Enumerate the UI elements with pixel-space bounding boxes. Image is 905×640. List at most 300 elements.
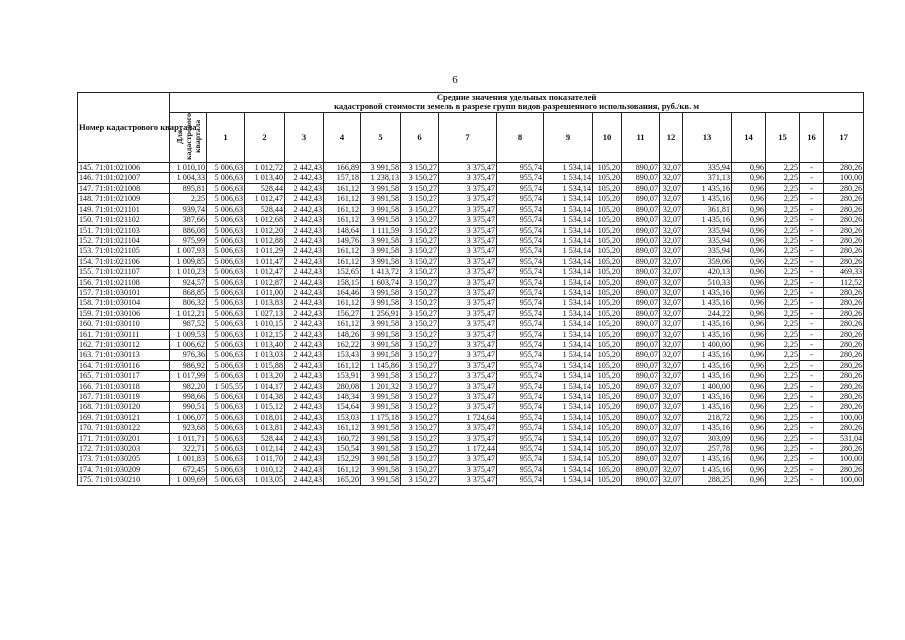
value-cell: 280,26 bbox=[824, 308, 864, 318]
value-cell: 2 442,43 bbox=[285, 381, 324, 391]
table-row bbox=[78, 235, 864, 245]
value-cell: 0,96 bbox=[732, 277, 766, 287]
value-cell: 0,96 bbox=[732, 464, 766, 474]
value-cell: 3 150,27 bbox=[401, 360, 439, 370]
cadastral-number-cell: 169. 71:01:030121 bbox=[78, 412, 170, 422]
value-cell: 2,25 bbox=[766, 204, 800, 214]
value-cell: 1 013,03 bbox=[245, 350, 285, 360]
value-cell: 3 991,58 bbox=[361, 183, 401, 193]
value-cell: 5 006,63 bbox=[207, 173, 245, 183]
value-cell: 280,26 bbox=[824, 298, 864, 308]
value-cell: 280,26 bbox=[824, 235, 864, 245]
value-cell: 975,99 bbox=[170, 235, 207, 245]
value-cell: 153,43 bbox=[324, 350, 361, 360]
table-row bbox=[78, 246, 864, 256]
cadastral-number-cell: 157. 71:01:030101 bbox=[78, 287, 170, 297]
value-cell: 105,20 bbox=[593, 339, 622, 349]
value-cell: 1 435,16 bbox=[683, 215, 732, 225]
value-cell: 1 012,47 bbox=[245, 267, 285, 277]
table-row bbox=[78, 173, 864, 183]
value-cell: 105,20 bbox=[593, 173, 622, 183]
table-row bbox=[78, 381, 864, 391]
value-cell: 528,44 bbox=[245, 433, 285, 443]
value-cell: 3 150,27 bbox=[401, 433, 439, 443]
value-cell: 5 006,63 bbox=[207, 277, 245, 287]
value-cell: 2,25 bbox=[766, 329, 800, 339]
value-cell: 32,07 bbox=[660, 423, 683, 433]
column-header-12: 12 bbox=[660, 112, 683, 162]
value-cell: 5 006,63 bbox=[207, 444, 245, 454]
value-cell: 890,07 bbox=[622, 381, 660, 391]
value-cell: 3 150,27 bbox=[401, 173, 439, 183]
value-cell: 1 435,16 bbox=[683, 287, 732, 297]
value-cell: 2 442,43 bbox=[285, 464, 324, 474]
value-cell: 32,07 bbox=[660, 287, 683, 297]
value-cell: 1 534,14 bbox=[544, 183, 593, 193]
value-cell: 0,96 bbox=[732, 163, 766, 173]
value-cell: 2,25 bbox=[766, 298, 800, 308]
value-cell: 5 006,63 bbox=[207, 267, 245, 277]
value-cell: 3 375,47 bbox=[439, 277, 497, 287]
column-header-8: 8 bbox=[497, 112, 544, 162]
value-cell: 3 150,27 bbox=[401, 163, 439, 173]
value-cell: - bbox=[800, 298, 824, 308]
value-cell: 890,07 bbox=[622, 235, 660, 245]
value-cell: 161,12 bbox=[324, 194, 361, 204]
value-cell: 3 375,47 bbox=[439, 267, 497, 277]
value-cell: 3 150,27 bbox=[401, 350, 439, 360]
value-cell: 1 011,70 bbox=[245, 454, 285, 464]
value-cell: 868,85 bbox=[170, 287, 207, 297]
value-cell: 1 015,12 bbox=[245, 402, 285, 412]
table-row bbox=[78, 163, 864, 173]
cadastral-number-cell: 171. 71:01:030201 bbox=[78, 433, 170, 443]
value-cell: 890,07 bbox=[622, 454, 660, 464]
value-cell: 2 442,43 bbox=[285, 319, 324, 329]
value-cell: 2 442,43 bbox=[285, 412, 324, 422]
value-cell: 2,25 bbox=[766, 475, 800, 485]
value-cell: 1 012,47 bbox=[245, 194, 285, 204]
cadastral-number-cell: 146. 71:01:021007 bbox=[78, 173, 170, 183]
value-cell: 955,74 bbox=[497, 475, 544, 485]
cadastral-number-cell: 155. 71:01:021107 bbox=[78, 267, 170, 277]
value-cell: - bbox=[800, 402, 824, 412]
value-cell: 280,26 bbox=[824, 350, 864, 360]
value-cell: - bbox=[800, 454, 824, 464]
value-cell: 2,25 bbox=[766, 235, 800, 245]
value-cell: 3 991,58 bbox=[361, 215, 401, 225]
value-cell: 335,94 bbox=[683, 246, 732, 256]
value-cell: 3 375,47 bbox=[439, 350, 497, 360]
value-cell: 2,25 bbox=[766, 412, 800, 422]
value-cell: 890,07 bbox=[622, 246, 660, 256]
value-cell: - bbox=[800, 246, 824, 256]
value-cell: 890,07 bbox=[622, 423, 660, 433]
table-row bbox=[78, 319, 864, 329]
value-cell: - bbox=[800, 392, 824, 402]
value-cell: - bbox=[800, 444, 824, 454]
value-cell: 5 006,63 bbox=[207, 246, 245, 256]
value-cell: 2 442,43 bbox=[285, 194, 324, 204]
value-cell: 32,07 bbox=[660, 381, 683, 391]
value-cell: 1 534,14 bbox=[544, 381, 593, 391]
value-cell: 890,07 bbox=[622, 464, 660, 474]
value-cell: 1 435,16 bbox=[683, 298, 732, 308]
value-cell: 361,81 bbox=[683, 204, 732, 214]
value-cell: 2 442,43 bbox=[285, 256, 324, 266]
cadastral-number-cell: 150. 71:01:021102 bbox=[78, 215, 170, 225]
value-cell: 280,26 bbox=[824, 183, 864, 193]
value-cell: 2 442,43 bbox=[285, 225, 324, 235]
value-cell: 32,07 bbox=[660, 454, 683, 464]
value-cell: 1 534,14 bbox=[544, 319, 593, 329]
value-cell: 3 150,27 bbox=[401, 298, 439, 308]
value-cell: 32,07 bbox=[660, 329, 683, 339]
value-cell: 1 012,88 bbox=[245, 235, 285, 245]
value-cell: 2,25 bbox=[766, 267, 800, 277]
value-cell: 2 442,43 bbox=[285, 267, 324, 277]
value-cell: 2 442,43 bbox=[285, 402, 324, 412]
column-header-14: 14 bbox=[732, 112, 766, 162]
value-cell: 3 150,27 bbox=[401, 194, 439, 204]
value-cell: 1 435,16 bbox=[683, 194, 732, 204]
value-cell: 1 011,71 bbox=[170, 433, 207, 443]
column-header-row bbox=[78, 112, 864, 162]
value-cell: 1 724,64 bbox=[439, 412, 497, 422]
value-cell: 5 006,63 bbox=[207, 464, 245, 474]
table-row bbox=[78, 464, 864, 474]
value-cell: 1 435,16 bbox=[683, 371, 732, 381]
value-cell: 890,07 bbox=[622, 329, 660, 339]
table-body bbox=[78, 163, 864, 486]
value-cell: 153,91 bbox=[324, 371, 361, 381]
value-cell: 2 442,43 bbox=[285, 339, 324, 349]
value-cell: 2,25 bbox=[766, 371, 800, 381]
cadastral-number-cell: 162. 71:01:030112 bbox=[78, 339, 170, 349]
value-cell: 161,12 bbox=[324, 215, 361, 225]
group-title-line1: Средние значения удельных показателей bbox=[436, 92, 597, 102]
value-cell: - bbox=[800, 277, 824, 287]
value-cell: 32,07 bbox=[660, 298, 683, 308]
value-cell: 0,96 bbox=[732, 319, 766, 329]
value-cell: 1 534,14 bbox=[544, 350, 593, 360]
value-cell: 165,20 bbox=[324, 475, 361, 485]
value-cell: 3 375,47 bbox=[439, 381, 497, 391]
value-cell: 955,74 bbox=[497, 225, 544, 235]
value-cell: 166,89 bbox=[324, 163, 361, 173]
value-cell: 2 442,43 bbox=[285, 277, 324, 287]
table-row bbox=[78, 360, 864, 370]
value-cell: 890,07 bbox=[622, 475, 660, 485]
value-cell: 1 012,87 bbox=[245, 277, 285, 287]
table-row bbox=[78, 371, 864, 381]
value-cell: - bbox=[800, 287, 824, 297]
value-cell: 1 534,14 bbox=[544, 204, 593, 214]
value-cell: 280,26 bbox=[824, 329, 864, 339]
value-cell: 1 172,44 bbox=[439, 444, 497, 454]
value-cell: 105,20 bbox=[593, 298, 622, 308]
value-cell: - bbox=[800, 371, 824, 381]
value-cell: 3 150,27 bbox=[401, 412, 439, 422]
value-cell: 955,74 bbox=[497, 381, 544, 391]
value-cell: 955,74 bbox=[497, 194, 544, 204]
value-cell: 3 150,27 bbox=[401, 287, 439, 297]
value-cell: 2 442,43 bbox=[285, 183, 324, 193]
table-row bbox=[78, 287, 864, 297]
value-cell: 890,07 bbox=[622, 194, 660, 204]
value-cell: 1 006,62 bbox=[170, 339, 207, 349]
value-cell: 32,07 bbox=[660, 350, 683, 360]
value-cell: 1 010,23 bbox=[170, 267, 207, 277]
value-cell: 890,07 bbox=[622, 256, 660, 266]
value-cell: 1 012,68 bbox=[245, 215, 285, 225]
value-cell: 955,74 bbox=[497, 464, 544, 474]
value-cell: 890,07 bbox=[622, 298, 660, 308]
value-cell: 335,94 bbox=[683, 235, 732, 245]
value-cell: 32,07 bbox=[660, 194, 683, 204]
value-cell: 672,45 bbox=[170, 464, 207, 474]
value-cell: 32,07 bbox=[660, 235, 683, 245]
page-number: 6 bbox=[452, 74, 458, 86]
value-cell: 510,33 bbox=[683, 277, 732, 287]
value-cell: 280,26 bbox=[824, 402, 864, 412]
value-cell: 890,07 bbox=[622, 287, 660, 297]
value-cell: 1 013,81 bbox=[245, 423, 285, 433]
value-cell: 939,74 bbox=[170, 204, 207, 214]
value-cell: 3 375,47 bbox=[439, 392, 497, 402]
value-cell: 164,46 bbox=[324, 287, 361, 297]
value-cell: 955,74 bbox=[497, 215, 544, 225]
value-cell: 3 375,47 bbox=[439, 308, 497, 318]
value-cell: 32,07 bbox=[660, 475, 683, 485]
value-cell: 2,25 bbox=[766, 194, 800, 204]
value-cell: 1 027,13 bbox=[245, 308, 285, 318]
value-cell: - bbox=[800, 339, 824, 349]
value-cell: 955,74 bbox=[497, 298, 544, 308]
value-cell: 890,07 bbox=[622, 267, 660, 277]
value-cell: 105,20 bbox=[593, 371, 622, 381]
value-cell: 3 150,27 bbox=[401, 381, 439, 391]
table-row bbox=[78, 433, 864, 443]
value-cell: 161,12 bbox=[324, 423, 361, 433]
value-cell: 280,26 bbox=[824, 204, 864, 214]
value-cell: 280,26 bbox=[824, 464, 864, 474]
value-cell: 955,74 bbox=[497, 267, 544, 277]
value-cell: 153,03 bbox=[324, 412, 361, 422]
value-cell: 528,44 bbox=[245, 183, 285, 193]
value-cell: 2 442,43 bbox=[285, 298, 324, 308]
value-cell: 0,96 bbox=[732, 433, 766, 443]
value-cell: 3 991,58 bbox=[361, 194, 401, 204]
value-cell: 2 442,43 bbox=[285, 215, 324, 225]
value-cell: 280,26 bbox=[824, 392, 864, 402]
value-cell: 280,26 bbox=[824, 444, 864, 454]
value-cell: 890,07 bbox=[622, 444, 660, 454]
value-cell: 890,07 bbox=[622, 277, 660, 287]
value-cell: 1 534,14 bbox=[544, 298, 593, 308]
value-cell: 2 442,43 bbox=[285, 444, 324, 454]
value-cell: 1 001,83 bbox=[170, 454, 207, 464]
value-cell: 158,15 bbox=[324, 277, 361, 287]
value-cell: 2,25 bbox=[766, 256, 800, 266]
value-cell: 531,04 bbox=[824, 433, 864, 443]
value-cell: 32,07 bbox=[660, 173, 683, 183]
column-header-1: 1 bbox=[207, 112, 245, 162]
value-cell: 1 010,12 bbox=[245, 464, 285, 474]
column-header-4: 4 bbox=[324, 112, 361, 162]
cadastral-number-cell: 175. 71:01:030210 bbox=[78, 475, 170, 485]
value-cell: 976,36 bbox=[170, 350, 207, 360]
value-cell: 3 375,47 bbox=[439, 183, 497, 193]
value-cell: 1 534,14 bbox=[544, 173, 593, 183]
value-cell: 105,20 bbox=[593, 402, 622, 412]
value-cell: 3 150,27 bbox=[401, 392, 439, 402]
value-cell: 955,74 bbox=[497, 360, 544, 370]
value-cell: 0,96 bbox=[732, 204, 766, 214]
value-cell: 1 534,14 bbox=[544, 308, 593, 318]
value-cell: 3 150,27 bbox=[401, 371, 439, 381]
cadastral-number-cell: 152. 71:01:021104 bbox=[78, 235, 170, 245]
value-cell: 105,20 bbox=[593, 454, 622, 464]
value-cell: 105,20 bbox=[593, 204, 622, 214]
table-row bbox=[78, 308, 864, 318]
value-cell: 1 534,14 bbox=[544, 464, 593, 474]
value-cell: 152,65 bbox=[324, 267, 361, 277]
value-cell: 32,07 bbox=[660, 225, 683, 235]
value-cell: 244,22 bbox=[683, 308, 732, 318]
value-cell: 890,07 bbox=[622, 173, 660, 183]
value-cell: 1 435,16 bbox=[683, 392, 732, 402]
column-header-11: 11 bbox=[622, 112, 660, 162]
value-cell: 1 534,14 bbox=[544, 475, 593, 485]
value-cell: 1 011,47 bbox=[245, 256, 285, 266]
value-cell: 955,74 bbox=[497, 392, 544, 402]
value-cell: 280,26 bbox=[824, 163, 864, 173]
table-row bbox=[78, 277, 864, 287]
value-cell: 3 375,47 bbox=[439, 163, 497, 173]
value-cell: - bbox=[800, 319, 824, 329]
value-cell: 5 006,63 bbox=[207, 163, 245, 173]
cadastral-number-cell: 163. 71:01:030113 bbox=[78, 350, 170, 360]
value-cell: 5 006,63 bbox=[207, 225, 245, 235]
value-cell: 161,12 bbox=[324, 256, 361, 266]
value-cell: 1 013,40 bbox=[245, 173, 285, 183]
value-cell: 0,96 bbox=[732, 444, 766, 454]
value-cell: 890,07 bbox=[622, 350, 660, 360]
value-cell: 2,25 bbox=[766, 287, 800, 297]
value-cell: 1 435,16 bbox=[683, 329, 732, 339]
value-cell: 2 442,43 bbox=[285, 329, 324, 339]
value-cell: 280,26 bbox=[824, 256, 864, 266]
value-cell: 3 150,27 bbox=[401, 475, 439, 485]
value-cell: 3 991,58 bbox=[361, 402, 401, 412]
value-cell: 890,07 bbox=[622, 183, 660, 193]
value-cell: 32,07 bbox=[660, 246, 683, 256]
value-cell: 3 991,58 bbox=[361, 423, 401, 433]
value-cell: 5 006,63 bbox=[207, 194, 245, 204]
value-cell: 335,94 bbox=[683, 225, 732, 235]
value-cell: 280,26 bbox=[824, 339, 864, 349]
value-cell: 955,74 bbox=[497, 454, 544, 464]
value-cell: 2,25 bbox=[766, 319, 800, 329]
value-cell: 2 442,43 bbox=[285, 204, 324, 214]
value-cell: 280,26 bbox=[824, 381, 864, 391]
value-cell: 3 375,47 bbox=[439, 402, 497, 412]
value-cell: 0,96 bbox=[732, 360, 766, 370]
value-cell: 32,07 bbox=[660, 464, 683, 474]
value-cell: 3 375,47 bbox=[439, 464, 497, 474]
value-cell: 0,96 bbox=[732, 412, 766, 422]
value-cell: 5 006,63 bbox=[207, 433, 245, 443]
value-cell: 890,07 bbox=[622, 392, 660, 402]
value-cell: 3 150,27 bbox=[401, 256, 439, 266]
value-cell: 303,09 bbox=[683, 433, 732, 443]
value-cell: 3 150,27 bbox=[401, 277, 439, 287]
value-cell: 387,66 bbox=[170, 215, 207, 225]
value-cell: 105,20 bbox=[593, 287, 622, 297]
value-cell: 0,96 bbox=[732, 235, 766, 245]
cadastral-value-table bbox=[77, 92, 864, 486]
value-cell: 1 534,14 bbox=[544, 246, 593, 256]
value-cell: 1 534,14 bbox=[544, 267, 593, 277]
value-cell: 0,96 bbox=[732, 215, 766, 225]
value-cell: 3 375,47 bbox=[439, 329, 497, 339]
value-cell: 288,25 bbox=[683, 475, 732, 485]
value-cell: 3 991,58 bbox=[361, 350, 401, 360]
value-cell: 3 991,58 bbox=[361, 475, 401, 485]
cadastral-number-cell: 147. 71:01:021008 bbox=[78, 183, 170, 193]
value-cell: 955,74 bbox=[497, 339, 544, 349]
value-cell: 105,20 bbox=[593, 350, 622, 360]
value-cell: 3 375,47 bbox=[439, 246, 497, 256]
column-header-16: 16 bbox=[800, 112, 824, 162]
value-cell: 955,74 bbox=[497, 433, 544, 443]
value-cell: 112,52 bbox=[824, 277, 864, 287]
value-cell: 1 534,14 bbox=[544, 371, 593, 381]
value-cell: 105,20 bbox=[593, 412, 622, 422]
cadastral-number-cell: 174. 71:01:030209 bbox=[78, 464, 170, 474]
value-cell: 280,26 bbox=[824, 360, 864, 370]
value-cell: 2 442,43 bbox=[285, 360, 324, 370]
value-cell: 2 442,43 bbox=[285, 287, 324, 297]
value-cell: 3 375,47 bbox=[439, 173, 497, 183]
value-cell: 322,71 bbox=[170, 444, 207, 454]
table-row bbox=[78, 298, 864, 308]
value-cell: 2,25 bbox=[170, 194, 207, 204]
value-cell: 1 011,00 bbox=[245, 287, 285, 297]
column-header-17: 17 bbox=[824, 112, 864, 162]
value-cell: 280,08 bbox=[324, 381, 361, 391]
value-cell: 105,20 bbox=[593, 308, 622, 318]
value-cell: 890,07 bbox=[622, 225, 660, 235]
value-cell: 0,96 bbox=[732, 329, 766, 339]
value-cell: 156,27 bbox=[324, 308, 361, 318]
value-cell: 161,12 bbox=[324, 319, 361, 329]
table-row bbox=[78, 350, 864, 360]
value-cell: 5 006,63 bbox=[207, 402, 245, 412]
value-cell: 161,12 bbox=[324, 204, 361, 214]
value-cell: 1 010,15 bbox=[245, 319, 285, 329]
value-cell: 890,07 bbox=[622, 308, 660, 318]
table-row bbox=[78, 402, 864, 412]
cadastral-number-cell: 145. 71:01:021006 bbox=[78, 163, 170, 173]
value-cell: - bbox=[800, 433, 824, 443]
group-title-header bbox=[170, 93, 864, 113]
value-cell: 2,25 bbox=[766, 423, 800, 433]
cadastral-number-cell: 161. 71:01:030111 bbox=[78, 329, 170, 339]
value-cell: 955,74 bbox=[497, 204, 544, 214]
value-cell: 218,72 bbox=[683, 412, 732, 422]
